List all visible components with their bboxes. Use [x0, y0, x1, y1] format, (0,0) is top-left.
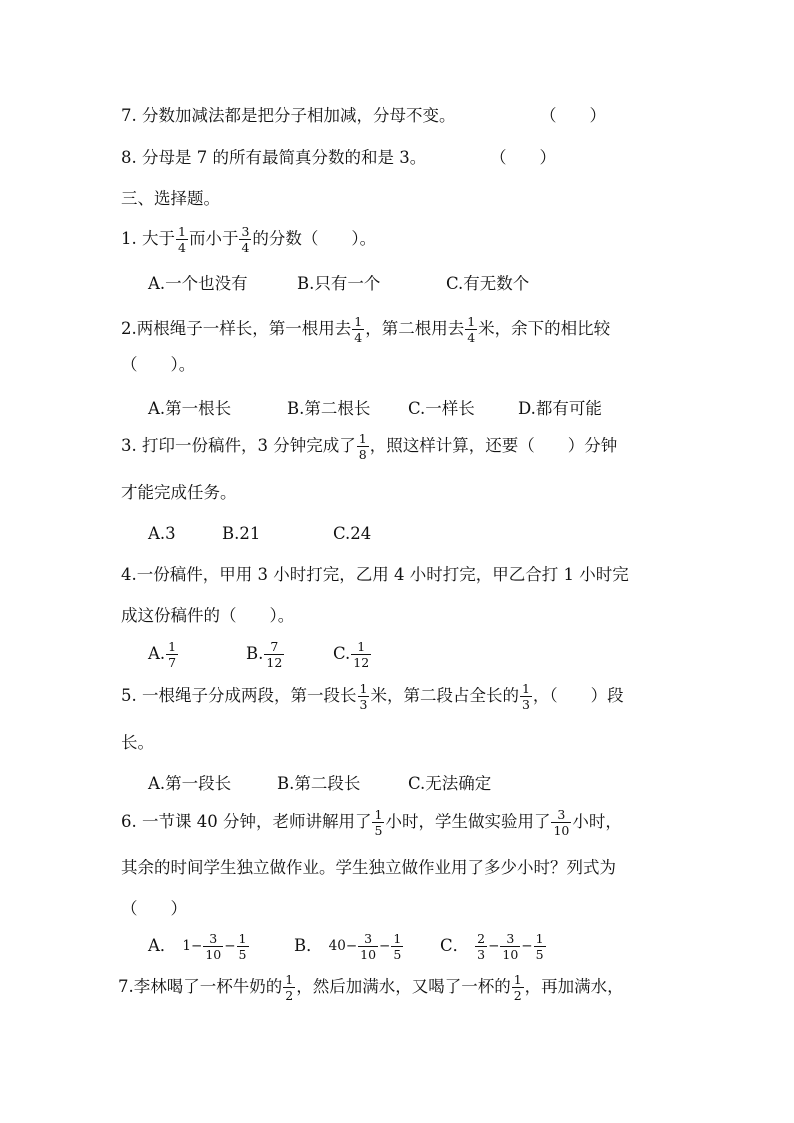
- q2-answer-blank[interactable]: （ ）。: [121, 355, 196, 374]
- q6-fraction-2: $\frac{3}{10}$: [553, 807, 570, 839]
- q6-option-c-frac0: $\frac{2}{3}$: [477, 931, 486, 963]
- q5-line-2: 长。: [121, 733, 154, 752]
- q4-option-a-label: A.: [148, 644, 166, 664]
- question-7: [118, 973, 624, 1002]
- q6-option-b-frac1: $\frac{3}{10}$: [360, 931, 377, 963]
- q6-option-b-lead: 40−: [328, 937, 358, 954]
- q6-fraction-1: $\frac{1}{5}$: [374, 807, 383, 839]
- q6-text-mid: 小时，学生做实验用了: [385, 812, 551, 832]
- q3-option-b[interactable]: B.21: [222, 524, 261, 543]
- q5-option-b[interactable]: B.第二段长: [277, 774, 361, 793]
- q1-option-c[interactable]: C.有无数个: [446, 274, 530, 293]
- q7-fraction-1: $\frac{1}{2}$: [285, 972, 294, 1004]
- q6-text-post: 小时，: [572, 812, 622, 832]
- q3-text-pre: 3. 打印一份稿件，3 分钟完成了: [121, 436, 356, 456]
- q3-fraction: $\frac{1}{8}$: [358, 431, 367, 463]
- q1-text-mid: 而小于: [188, 229, 239, 249]
- q6-option-a-lead: 1−: [182, 937, 203, 954]
- judge-q8: [121, 150, 426, 167]
- q6-option-a-frac1: $\frac{3}{10}$: [205, 931, 222, 963]
- q4-option-a[interactable]: [148, 640, 179, 669]
- q2-text-post: 米，余下的相比较: [478, 319, 611, 339]
- q4-option-c[interactable]: [333, 640, 372, 669]
- q4-option-a-fraction: $\frac{1}{7}$: [168, 639, 177, 671]
- q4-option-b[interactable]: [246, 640, 285, 669]
- q6-option-a-label: A．: [148, 936, 177, 956]
- judge-q8-text: 8. 分母是 7 的所有最简真分数的和是 3。: [121, 148, 427, 167]
- q5-text-mid: 米，第二段占全长的: [370, 686, 519, 706]
- judge-q7: [121, 108, 456, 125]
- q2-option-a[interactable]: A.第一根长: [148, 399, 232, 418]
- q3-line-2: 才能完成任务。: [121, 483, 237, 502]
- q3-option-c[interactable]: C.24: [333, 524, 372, 543]
- judge-q8-answer[interactable]: （ ）: [490, 148, 556, 167]
- judge-q7-answer[interactable]: （ ）: [540, 106, 606, 125]
- q3-option-a[interactable]: A.3: [148, 524, 176, 543]
- q6-option-b-label: B．: [294, 936, 323, 956]
- q5-fraction-1: $\frac{1}{3}$: [359, 681, 368, 713]
- q7-fraction-2: $\frac{1}{2}$: [513, 972, 522, 1004]
- q2-option-d[interactable]: D.都有可能: [518, 399, 602, 418]
- q6-option-c-frac1: $\frac{3}{10}$: [502, 931, 519, 963]
- q2-fraction-2: $\frac{1}{4}$: [467, 314, 476, 346]
- q2-option-c[interactable]: C.一样长: [408, 399, 475, 418]
- question-4: 4.一份稿件，甲用 3 小时打完，乙用 4 小时打完，甲乙合打 1 小时完: [121, 565, 629, 584]
- question-5: [121, 682, 624, 711]
- q6-option-c-label: C．: [440, 936, 470, 956]
- judge-q7-text: 7. 分数加减法都是把分子相加减，分母不变。: [121, 106, 456, 125]
- q7-text-post: ，再加满水，: [524, 977, 624, 997]
- question-2: [121, 315, 610, 344]
- q6-option-b[interactable]: [294, 932, 404, 961]
- q4-option-b-label: B.: [246, 644, 264, 664]
- q1-text-pre: 1. 大于: [121, 229, 175, 249]
- q2-text-mid: ，第二根用去: [365, 319, 465, 339]
- q5-text-post: ，（ ）段: [532, 686, 624, 706]
- q2-fraction-1: $\frac{1}{4}$: [354, 314, 363, 346]
- q6-option-a-frac2: $\frac{1}{5}$: [238, 931, 247, 963]
- q1-fraction-2: $\frac{3}{4}$: [241, 224, 250, 256]
- q4-line-2: 成这份稿件的（ ）。: [121, 606, 295, 625]
- q6-option-a-op: −: [224, 937, 236, 954]
- q4-option-c-fraction: $\frac{1}{12}$: [353, 639, 370, 671]
- q6-line-2: 其余的时间学生独立做作业。学生独立做作业用了多少小时？列式为: [121, 858, 616, 877]
- question-1: [121, 225, 376, 254]
- q1-option-b[interactable]: B.只有一个: [297, 274, 381, 293]
- q6-answer-blank[interactable]: （ ）: [121, 899, 187, 918]
- question-3: [121, 432, 617, 461]
- q6-option-a[interactable]: [148, 932, 250, 961]
- q6-option-c-op: −: [521, 937, 533, 954]
- q3-text-post: ，照这样计算，还要（ ）分钟: [369, 436, 618, 456]
- q6-option-c[interactable]: [440, 932, 547, 961]
- q2-text-pre: 2.两根绳子一样长，第一根用去: [121, 319, 352, 339]
- q7-text-pre: 7.李林喝了一杯牛奶的: [118, 977, 283, 997]
- q1-text-post: 的分数（ ）。: [252, 229, 377, 249]
- q6-text-pre: 6. 一节课 40 分钟，老师讲解用了: [121, 812, 372, 832]
- q5-option-c[interactable]: C.无法确定: [408, 774, 492, 793]
- q1-fraction-1: $\frac{1}{4}$: [178, 224, 186, 256]
- q6-option-c-op0: −: [488, 937, 500, 954]
- q5-text-pre: 5. 一根绳子分成两段，第一段长: [121, 686, 357, 706]
- q5-fraction-2: $\frac{1}{3}$: [521, 681, 530, 713]
- q4-option-b-fraction: $\frac{7}{12}$: [266, 639, 283, 671]
- q6-option-c-frac2: $\frac{1}{5}$: [535, 931, 544, 963]
- q7-text-mid: ，然后加满水，又喝了一杯的: [296, 977, 511, 997]
- q4-option-c-label: C.: [333, 644, 351, 664]
- section-title: 三、选择题。: [121, 189, 220, 208]
- q2-option-b[interactable]: B.第二根长: [287, 399, 371, 418]
- q6-option-b-frac2: $\frac{1}{5}$: [393, 931, 402, 963]
- q6-option-b-op: −: [379, 937, 391, 954]
- question-6: [121, 808, 622, 837]
- q1-option-a[interactable]: A.一个也没有: [148, 274, 248, 293]
- q5-option-a[interactable]: A.第一段长: [148, 774, 232, 793]
